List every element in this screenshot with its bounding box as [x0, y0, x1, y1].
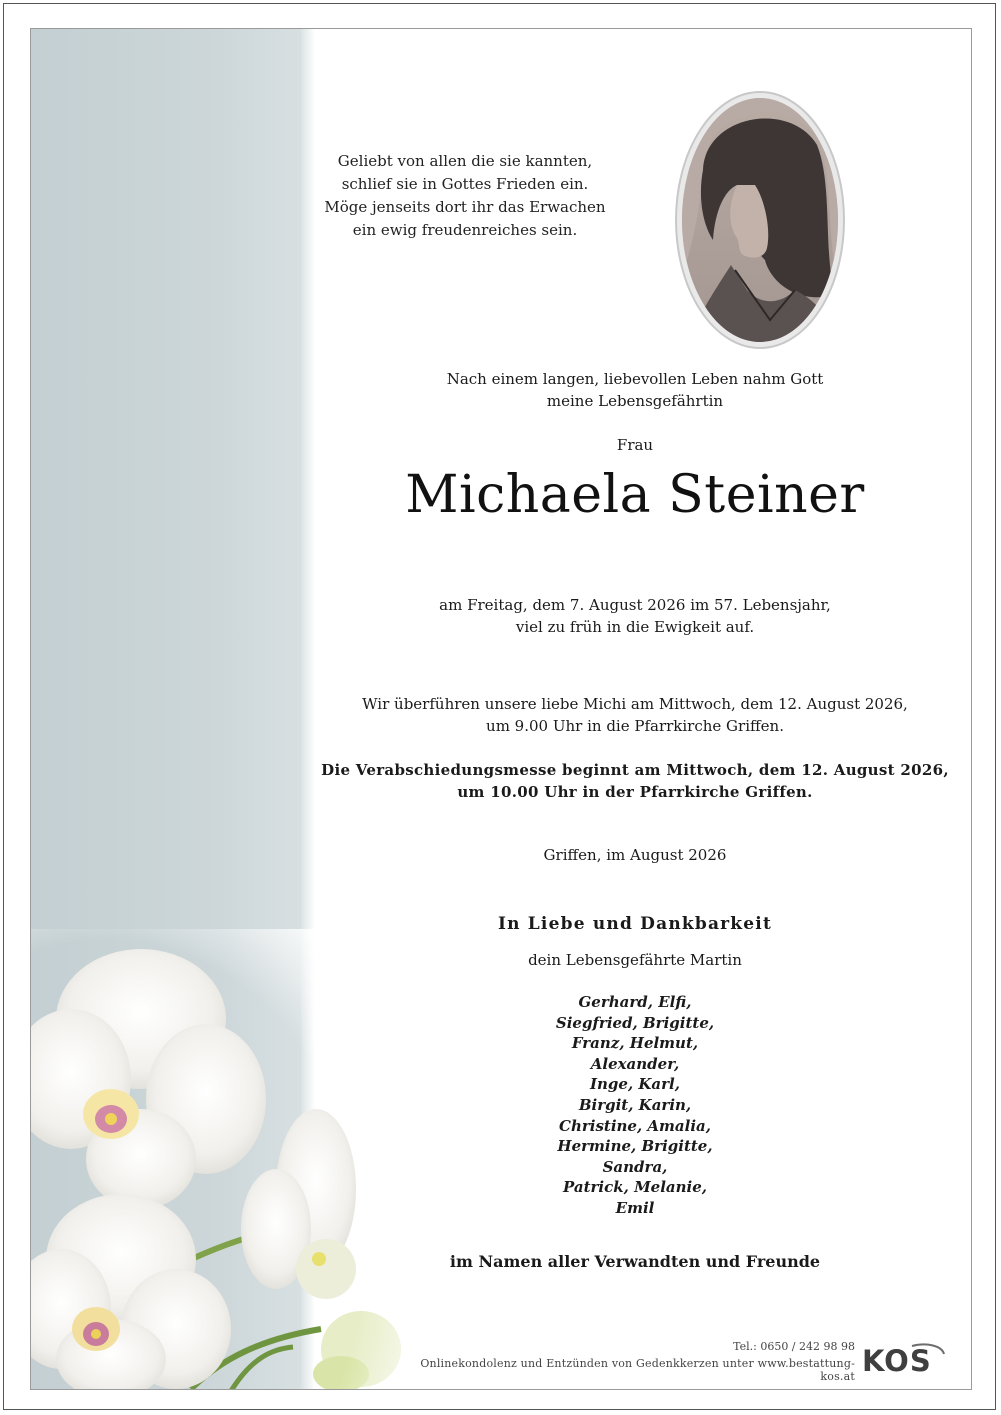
- transfer-line: um 9.00 Uhr in die Pfarrkirche Griffen.: [486, 717, 784, 735]
- transfer-notice: [330, 693, 940, 737]
- poem-line: schlief sie in Gottes Frieden ein.: [341, 175, 589, 193]
- intro-line: Nach einem langen, liebevollen Leben nahm Gott: [446, 370, 824, 388]
- online-condolence-text: Onlinekondolenz und Entzünden von Gedenkkerzen unter www.bestattung-kos.at: [420, 1357, 855, 1383]
- family-entry: Siegfried, Brigitte,: [555, 1013, 715, 1032]
- deceased-name: Michaela Steiner: [405, 465, 865, 525]
- family-entry: Alexander,: [590, 1054, 680, 1073]
- farewell-mass-notice: [320, 759, 950, 803]
- salutation: Frau: [616, 436, 654, 454]
- family-entry: Emil: [615, 1198, 655, 1217]
- kos-logo: KOS: [862, 1344, 932, 1378]
- family-entry: Gerhard, Elfi,: [578, 993, 692, 1011]
- intro-text: [380, 368, 890, 412]
- mass-line: Die Verabschiedungsmesse beginnt am Mittwoch, dem 12. August 2026,: [321, 761, 949, 779]
- love-line: In Liebe und Dankbarkeit: [497, 914, 773, 934]
- poem-line: ein ewig freudenreiches sein.: [352, 221, 578, 239]
- intro-line: meine Lebensgefährtin: [546, 392, 724, 410]
- family-entry: Franz, Helmut,: [571, 1034, 699, 1053]
- family-entry: Hermine, Brigitte,: [557, 1137, 713, 1156]
- family-entry: Christine, Amalia,: [559, 1116, 711, 1135]
- death-notice-line: viel zu früh in die Ewigkeit auf.: [515, 618, 755, 636]
- poem-line: Möge jenseits dort ihr das Erwachen: [324, 198, 606, 216]
- poem-line: Geliebt von allen die sie kannten,: [337, 152, 593, 170]
- mass-line: um 10.00 Uhr in der Pfarrkirche Griffen.: [457, 783, 813, 801]
- family-entry: Patrick, Melanie,: [562, 1178, 708, 1197]
- transfer-line: Wir überführen unsere liebe Michi am Mittwoch, dem 12. August 2026,: [362, 695, 908, 713]
- death-notice: [380, 594, 890, 638]
- closing-line: im Namen aller Verwandten und Freunde: [449, 1252, 821, 1271]
- partner-line: dein Lebensgefährte Martin: [528, 951, 742, 969]
- orchid-flowers-image: [31, 929, 411, 1390]
- family-entry: Birgit, Karin,: [578, 1095, 692, 1114]
- place-date: Griffen, im August 2026: [543, 846, 727, 864]
- poem: [300, 150, 630, 242]
- phone-number: Tel.: 0650 / 242 98 98: [733, 1340, 855, 1353]
- family-entry: Inge, Karl,: [590, 1075, 680, 1094]
- portrait-image: [675, 90, 845, 350]
- death-notice-line: am Freitag, dem 7. August 2026 im 57. Lebensjahr,: [439, 596, 831, 614]
- family-list: [485, 992, 785, 1219]
- family-entry: Sandra,: [602, 1157, 668, 1176]
